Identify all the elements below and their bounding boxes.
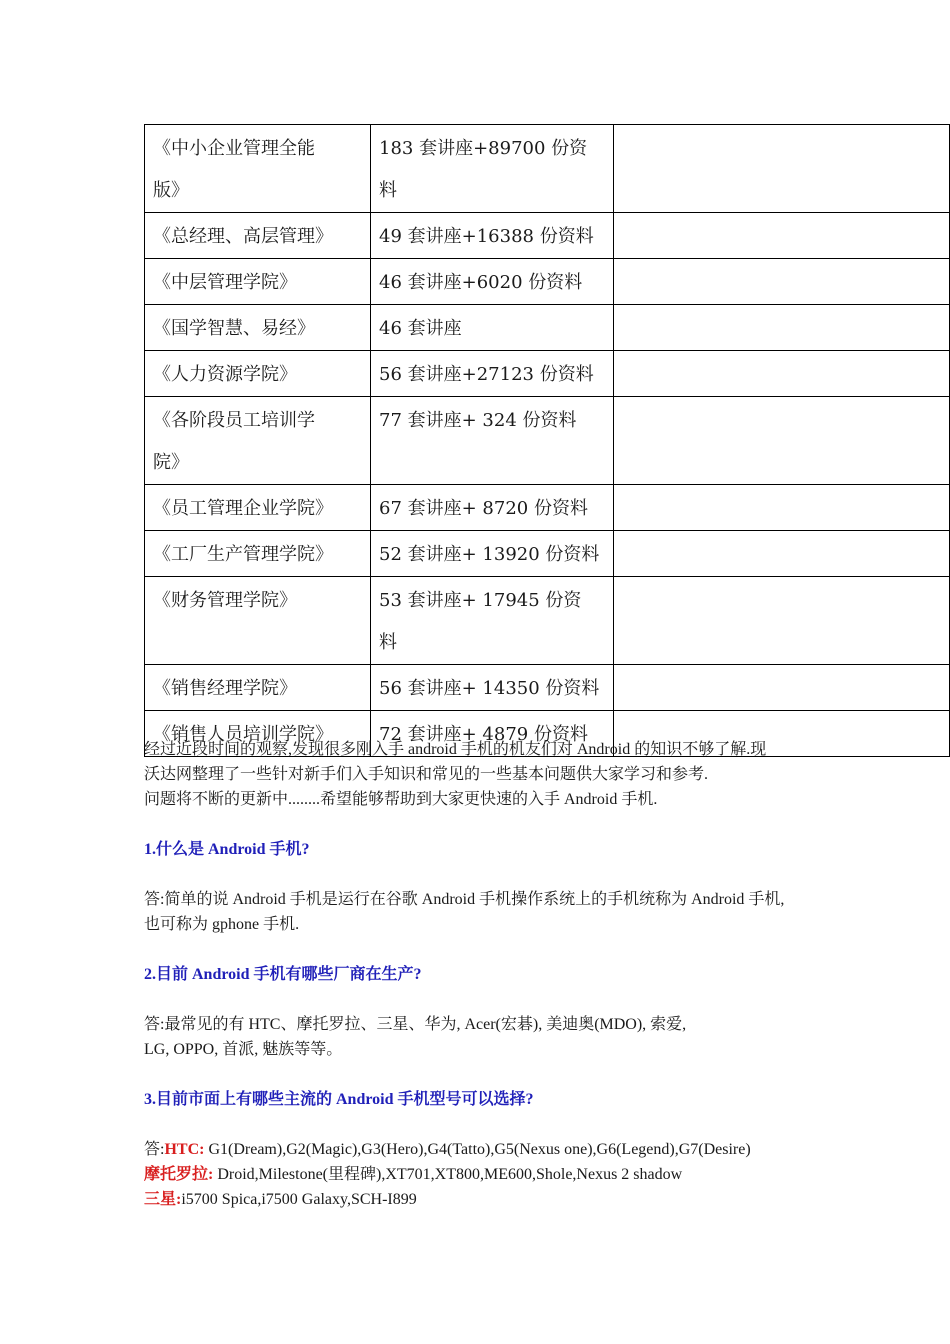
brand-line-motorola [144,1162,824,1187]
brand-line-htc: 答:HTC: G1(Dream),G2(Magic),G3(Hero),G4(Tatto),G5(Nexus one),G6(Legend),G7(Desire) [144,1141,751,1158]
table-row [145,665,950,711]
faq-answer-1: 答:简单的说 Android 手机是运行在谷歌 Android 手机操作系统上的手机统称为 Android 手机, 也可称为 gphone 手机. [144,891,785,933]
empty-cell [614,485,950,531]
table-row [145,531,950,577]
table-row [145,125,950,213]
faq-answer-2: 答:最常见的有 HTC、摩托罗拉、三星、华为, Acer(宏碁), 美迪奥(MDO), 索爱, LG, OPPO, 首派, 魅族等等。 [144,1016,687,1058]
faq-question-1: 1.什么是 Android 手机? [144,841,310,858]
course-content-cell: 53 套讲座+ 17945 份资 料 [371,577,614,665]
table-row [145,485,950,531]
empty-cell [614,577,950,665]
course-content-cell: 46 套讲座 [371,305,614,351]
brand-label: HTC: [164,1141,205,1158]
course-catalog-table [144,124,950,757]
empty-cell [614,665,950,711]
empty-cell [614,213,950,259]
course-content-cell: 56 套讲座+ 14350 份资料 [371,665,614,711]
course-name-cell: 《员工管理企业学院》 [145,485,371,531]
table-row [145,213,950,259]
table-row [145,351,950,397]
course-content-cell: 49 套讲座+16388 份资料 [371,213,614,259]
course-name-cell: 《中小企业管理全能 版》 [145,125,371,213]
table-row [145,259,950,305]
table-row [145,577,950,665]
brand-models: i5700 Spica,i7500 Galaxy,SCH-I899 [181,1191,417,1208]
brand-models: Droid,Milestone(里程碑),XT701,XT800,ME600,Shole,Nexus 2 shadow [213,1166,683,1183]
intro-line: 问题将不断的更新中........希望能够帮助到大家更快速的入手 Android 手机. [144,791,658,808]
empty-cell [614,397,950,485]
intro-line: 沃达网整理了一些针对新手们入手知识和常见的一些基本问题供大家学习和参考. [144,766,709,783]
course-name-cell: 《工厂生产管理学院》 [145,531,371,577]
empty-cell [614,125,950,213]
course-name-cell: 《财务管理学院》 [145,577,371,665]
table-row [145,397,950,485]
course-content-cell: 56 套讲座+27123 份资料 [371,351,614,397]
intro-line: 经过近段时间的观察,发现很多刚入手 android 手机的机友们对 Android 的知识不够了解.现 [144,741,767,758]
course-name-cell: 《人力资源学院》 [145,351,371,397]
faq-answer-3 [144,1137,824,1212]
article-body [144,737,824,1237]
table-row [145,305,950,351]
empty-cell [614,305,950,351]
course-content-cell: 67 套讲座+ 8720 份资料 [371,485,614,531]
course-content-cell: 77 套讲座+ 324 份资料 [371,397,614,485]
course-name-cell: 《销售经理学院》 [145,665,371,711]
course-name-cell: 《总经理、高层管理》 [145,213,371,259]
course-content-cell: 52 套讲座+ 13920 份资料 [371,531,614,577]
course-name-cell: 《销售人员培训学院》 [145,711,371,757]
course-name-cell: 《国学智慧、易经》 [145,305,371,351]
brand-line-samsung [144,1187,824,1212]
empty-cell [614,259,950,305]
course-content-cell: 46 套讲座+6020 份资料 [371,259,614,305]
faq-question-2: 2.目前 Android 手机有哪些厂商在生产? [144,966,422,983]
course-name-cell: 《中层管理学院》 [145,259,371,305]
course-name-cell: 《各阶段员工培训学 院》 [145,397,371,485]
course-content-cell: 72 套讲座+ 4879 份资料 [371,711,614,757]
empty-cell [614,351,950,397]
course-content-cell: 183 套讲座+89700 份资料 [371,125,614,213]
intro-paragraph [144,737,824,812]
empty-cell [614,531,950,577]
brand-models: G1(Dream),G2(Magic),G3(Hero),G4(Tatto),G5(Nexus one),G6(Legend),G7(Desire) [204,1141,751,1158]
brand-label: 三星: [144,1191,182,1208]
brand-label: 摩托罗拉: [144,1166,214,1183]
faq-question-3: 3.目前市面上有哪些主流的 Android 手机型号可以选择? [144,1091,534,1108]
